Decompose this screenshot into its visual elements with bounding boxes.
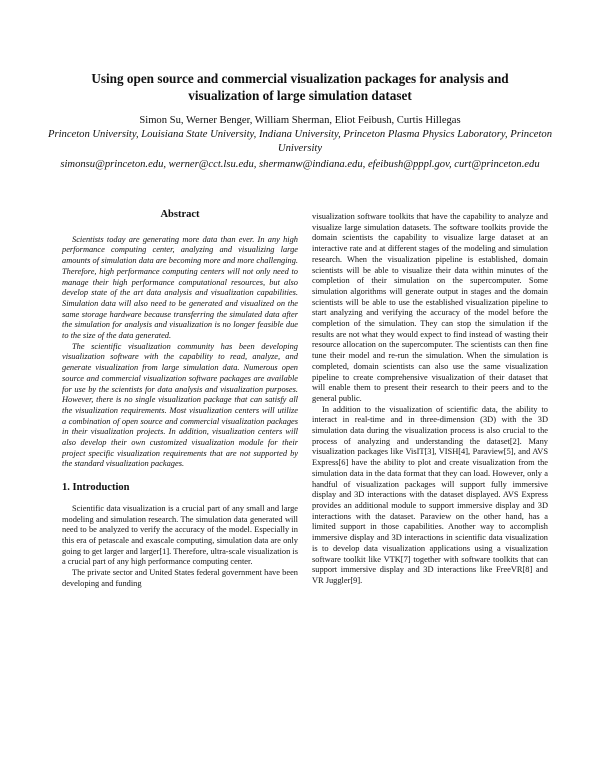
section-heading-introduction: 1. Introduction xyxy=(62,482,130,494)
body-paragraph: Scientific data visualization is a crucial part of any small and large modeling and simulation research. The simulation data generated will need to be analyzed to verify the accuracy of the model. Especially in this era of petascale and exascale computing, simulation data are only going to get larger and larger[1]. Therefore, ultra-scale visualization is a crucial part of any high performance computing center. xyxy=(62,503,298,567)
abstract-paragraph: Scientists today are generating more data than ever. In any high performance computing center, analyzing and visualizing large amounts of simulation data are becoming more and more challenging. Therefore, high performance computing centers will not only need to manage their high performance computational resources, but also develop state of the art data analysis and visualization capabilities. Simulation data will also need to be generated and visualized on the same storage hardware because transferring the simulated data after the simulation for analysis and visualization is no longer feasible due to the size of the data generated. xyxy=(62,234,298,341)
abstract-paragraph: The scientific visualization community has been developing visualization software with the capability to read, analyze, and generate visualization from large simulation data. Numerous open source and commercial visualization software packages are available for use by the scientists for data analysis and visualization purposes. However, there is no single visualization package that can satisfy all the visualization requirements. Most visualization centers will utilize a combination of open source and commercial visualization packages in their visualization projects. In addition, visualization centers will also develop their own customized visualization module for their project specific visualization requirements that are not supported by the standard visualization packages. xyxy=(62,341,298,469)
left-column xyxy=(62,210,298,590)
affiliations: Princeton University, Louisiana State University, Indiana University, Princeton Plasma Physics Laboratory, Princeton University xyxy=(47,129,553,154)
author-list: Simon Su, Werner Benger, William Sherman, Eliot Feibush, Curtis Hillegas xyxy=(139,115,461,126)
right-column xyxy=(312,212,548,587)
body-paragraph: visualization software toolkits that have the capability to analyze and visualize large simulation datasets. The software toolkits provide the domain scientists the capability to visualize large dataset at an interactive rate and at different stages of the modeling and simulation research. When the visualization pipeline is established, domain scientists will be able to visualize their data within minutes of the completion of their simulation on the supercomputer. Some simulation algorithms will generate output in stages and the domain scientists will be able to use the established visualization pipeline to start analyzing and verifying the accuracy of the model before the completion of the simulation. They can stop the simulation if the results are not what they would expect to find instead of wasting their resource allocation on the supercomputer. The scientists can then fine tune their model and re-run the simulation. When the simulation is completed, domain scientists can also use the same visualization pipeline to create comprehensive visualization of their dataset that will enable them to present their research to their peers and to the general public. xyxy=(312,212,548,403)
abstract-heading: Abstract xyxy=(160,209,200,220)
body-paragraph: The private sector and United States federal government have been developing and funding xyxy=(62,568,298,588)
paper-title: Using open source and commercial visualization packages for analysis and visualization of large simulation dataset xyxy=(91,71,509,103)
author-emails: simonsu@princeton.edu, werner@cct.lsu.edu, shermanw@indiana.edu, efeibush@pppl.gov, curt@princeton.edu xyxy=(60,159,540,170)
body-paragraph: In addition to the visualization of scientific data, the ability to interact in real-time and in three-dimension (3D) with the 3D simulation data during the visualization process is also crucial to the process of analyzing and understanding the dataset[2]. Many visualization packages like VisIT[3], VISH[4], Paraview[5], and AVS Express[6] have the ability to plot and create visualization from the simulation data in the data format that they can load. However, only a handful of visualization packages will support fully immersive display and 3D interactions with the dataset displayed. AVS Express provides an additional module to support immersive display and 3D interactions with the dataset. Paraview on the other hand, has a limited support in those capabilities. Another way to accomplish immersive display and 3D interactions in scientific data visualization is to develop data visualization applications using a visualization software toolkit like VTK[7] together with software toolkits that can support immersive display and 3D interactions like FreeVR[8] and VR Juggler[9]. xyxy=(312,404,548,585)
